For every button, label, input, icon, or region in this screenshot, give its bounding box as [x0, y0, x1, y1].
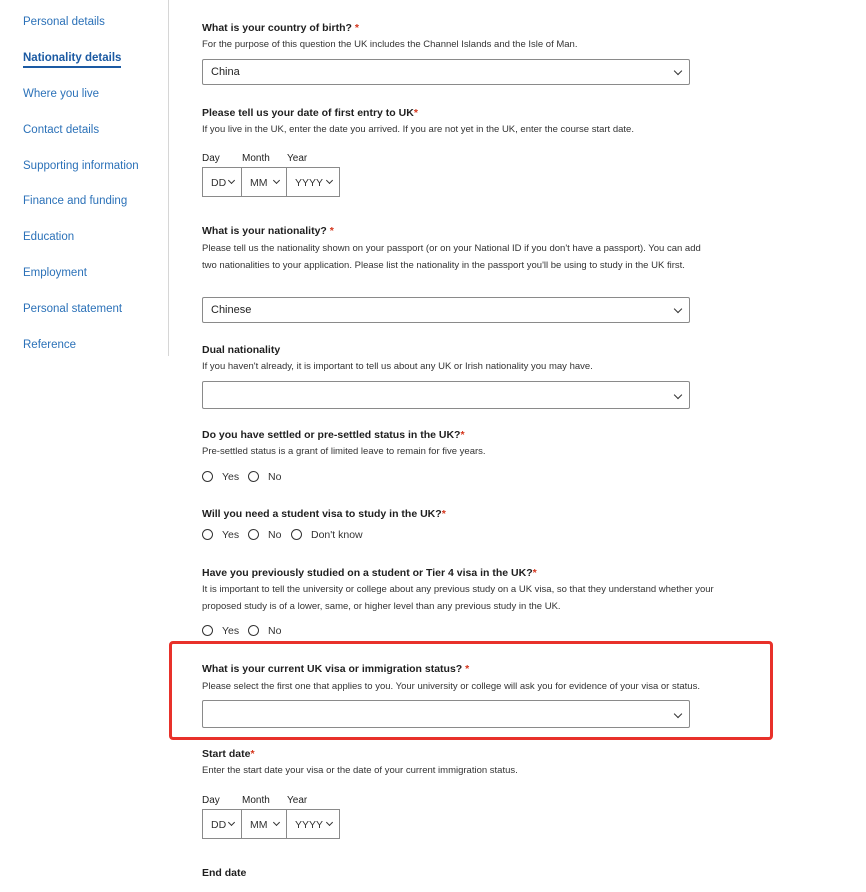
sidebar-nav: [0, 0, 169, 356]
first-entry-hint: If you live in the UK, enter the date you arrived. If you are not yet in the UK, enter the course start date.: [202, 124, 634, 135]
previous-study-question: Have you previously studied on a student or Tier 4 visa in the UK?*: [202, 567, 537, 579]
required-mark: *: [413, 107, 418, 119]
sidebar-item-contact-details[interactable]: Contact details: [23, 124, 100, 136]
student-visa-question: Will you need a student visa to study in the UK?*: [202, 508, 446, 520]
required-mark: *: [441, 508, 446, 520]
first-entry-question: Please tell us your date of first entry to UK*: [202, 107, 418, 119]
chevron-down-icon: [674, 305, 682, 313]
sidebar-item-where-you-live[interactable]: Where you live: [23, 88, 100, 100]
sidebar-item-personal-details[interactable]: Personal details: [23, 16, 105, 28]
nationality-select[interactable]: [202, 297, 690, 323]
sidebar-item-personal-statement[interactable]: Personal statement: [23, 303, 123, 315]
country-of-birth-select[interactable]: [202, 59, 690, 85]
first-entry-year-select[interactable]: YYYY: [286, 167, 340, 197]
required-mark: *: [532, 567, 537, 579]
first-entry-day-select[interactable]: DD: [202, 167, 242, 197]
selected-value: China: [211, 66, 240, 78]
country-of-birth-hint: For the purpose of this question the UK includes the Channel Islands and the Isle of Man.: [202, 39, 578, 50]
chevron-down-icon: [674, 710, 682, 718]
settled-status-hint: Pre-settled status is a grant of limited leave to remain for five years.: [202, 446, 486, 457]
radio-circle[interactable]: [202, 529, 213, 540]
day-label: Day: [202, 795, 220, 806]
sidebar-item-reference[interactable]: Reference: [23, 339, 77, 351]
chevron-down-icon: [326, 819, 333, 826]
year-label: Year: [287, 153, 308, 164]
sidebar-item-finance-and-funding[interactable]: Finance and funding: [23, 195, 128, 207]
previous-study-hint: It is important to tell the university or college about any previous study on a UK visa, so that they understand whether your proposed study is of a lower, same, or higher level than any previous study in the UK.: [202, 584, 714, 612]
required-mark: *: [465, 663, 470, 675]
start-date-question: Start date*: [202, 748, 255, 760]
dual-nationality-question: Dual nationality: [202, 344, 281, 356]
start-date-month-select[interactable]: MM: [241, 809, 287, 839]
country-of-birth-question: What is your country of birth? *: [202, 22, 359, 34]
sidebar-item-supporting-information[interactable]: Supporting information: [23, 160, 139, 172]
radio-circle[interactable]: [202, 471, 213, 482]
chevron-down-icon: [228, 177, 235, 184]
visa-status-hint: Please select the first one that applies to you. Your university or college will ask you for evidence of your visa or status.: [202, 681, 700, 692]
required-mark: *: [329, 225, 334, 237]
radio-circle[interactable]: [202, 625, 213, 636]
year-label: Year: [287, 795, 308, 806]
start-date-hint: Enter the start date your visa or the date of your current immigration status.: [202, 765, 518, 776]
settled-status-question: Do you have settled or pre-settled status in the UK?*: [202, 429, 465, 441]
start-date-day-select[interactable]: DD: [202, 809, 242, 839]
chevron-down-icon: [273, 819, 280, 826]
visa-status-select[interactable]: [202, 700, 690, 728]
start-date-year-select[interactable]: YYYY: [286, 809, 340, 839]
radio-circle[interactable]: [291, 529, 302, 540]
required-mark: *: [354, 22, 359, 34]
dual-nationality-select[interactable]: [202, 381, 690, 409]
chevron-down-icon: [273, 177, 280, 184]
sidebar-item-education[interactable]: Education: [23, 231, 75, 243]
required-mark: *: [250, 748, 255, 760]
sidebar-item-nationality-details[interactable]: Nationality details: [23, 52, 122, 64]
nationality-hint: Please tell us the nationality shown on your passport (or on your National ID if you don't have a passport). You can add two nationalities to your application. Please list the nationality in the passport you'll be using to study in the UK first.: [202, 243, 701, 271]
chevron-down-icon: [326, 177, 333, 184]
required-mark: *: [460, 429, 465, 441]
selected-value: Chinese: [211, 304, 252, 316]
day-label: Day: [202, 153, 220, 164]
radio-circle[interactable]: [248, 529, 259, 540]
visa-status-question: What is your current UK visa or immigration status? *: [202, 663, 470, 675]
radio-circle[interactable]: [248, 625, 259, 636]
dual-nationality-hint: If you haven't already, it is important to tell us about any UK or Irish nationality you may have.: [202, 361, 593, 372]
chevron-down-icon: [228, 819, 235, 826]
month-label: Month: [242, 153, 270, 164]
first-entry-month-select[interactable]: MM: [241, 167, 287, 197]
month-label: Month: [242, 795, 270, 806]
end-date-question: End date: [202, 867, 247, 879]
sidebar-item-employment[interactable]: Employment: [23, 267, 87, 279]
nationality-question: What is your nationality? *: [202, 225, 334, 237]
chevron-down-icon: [674, 391, 682, 399]
radio-circle[interactable]: [248, 471, 259, 482]
chevron-down-icon: [674, 67, 682, 75]
